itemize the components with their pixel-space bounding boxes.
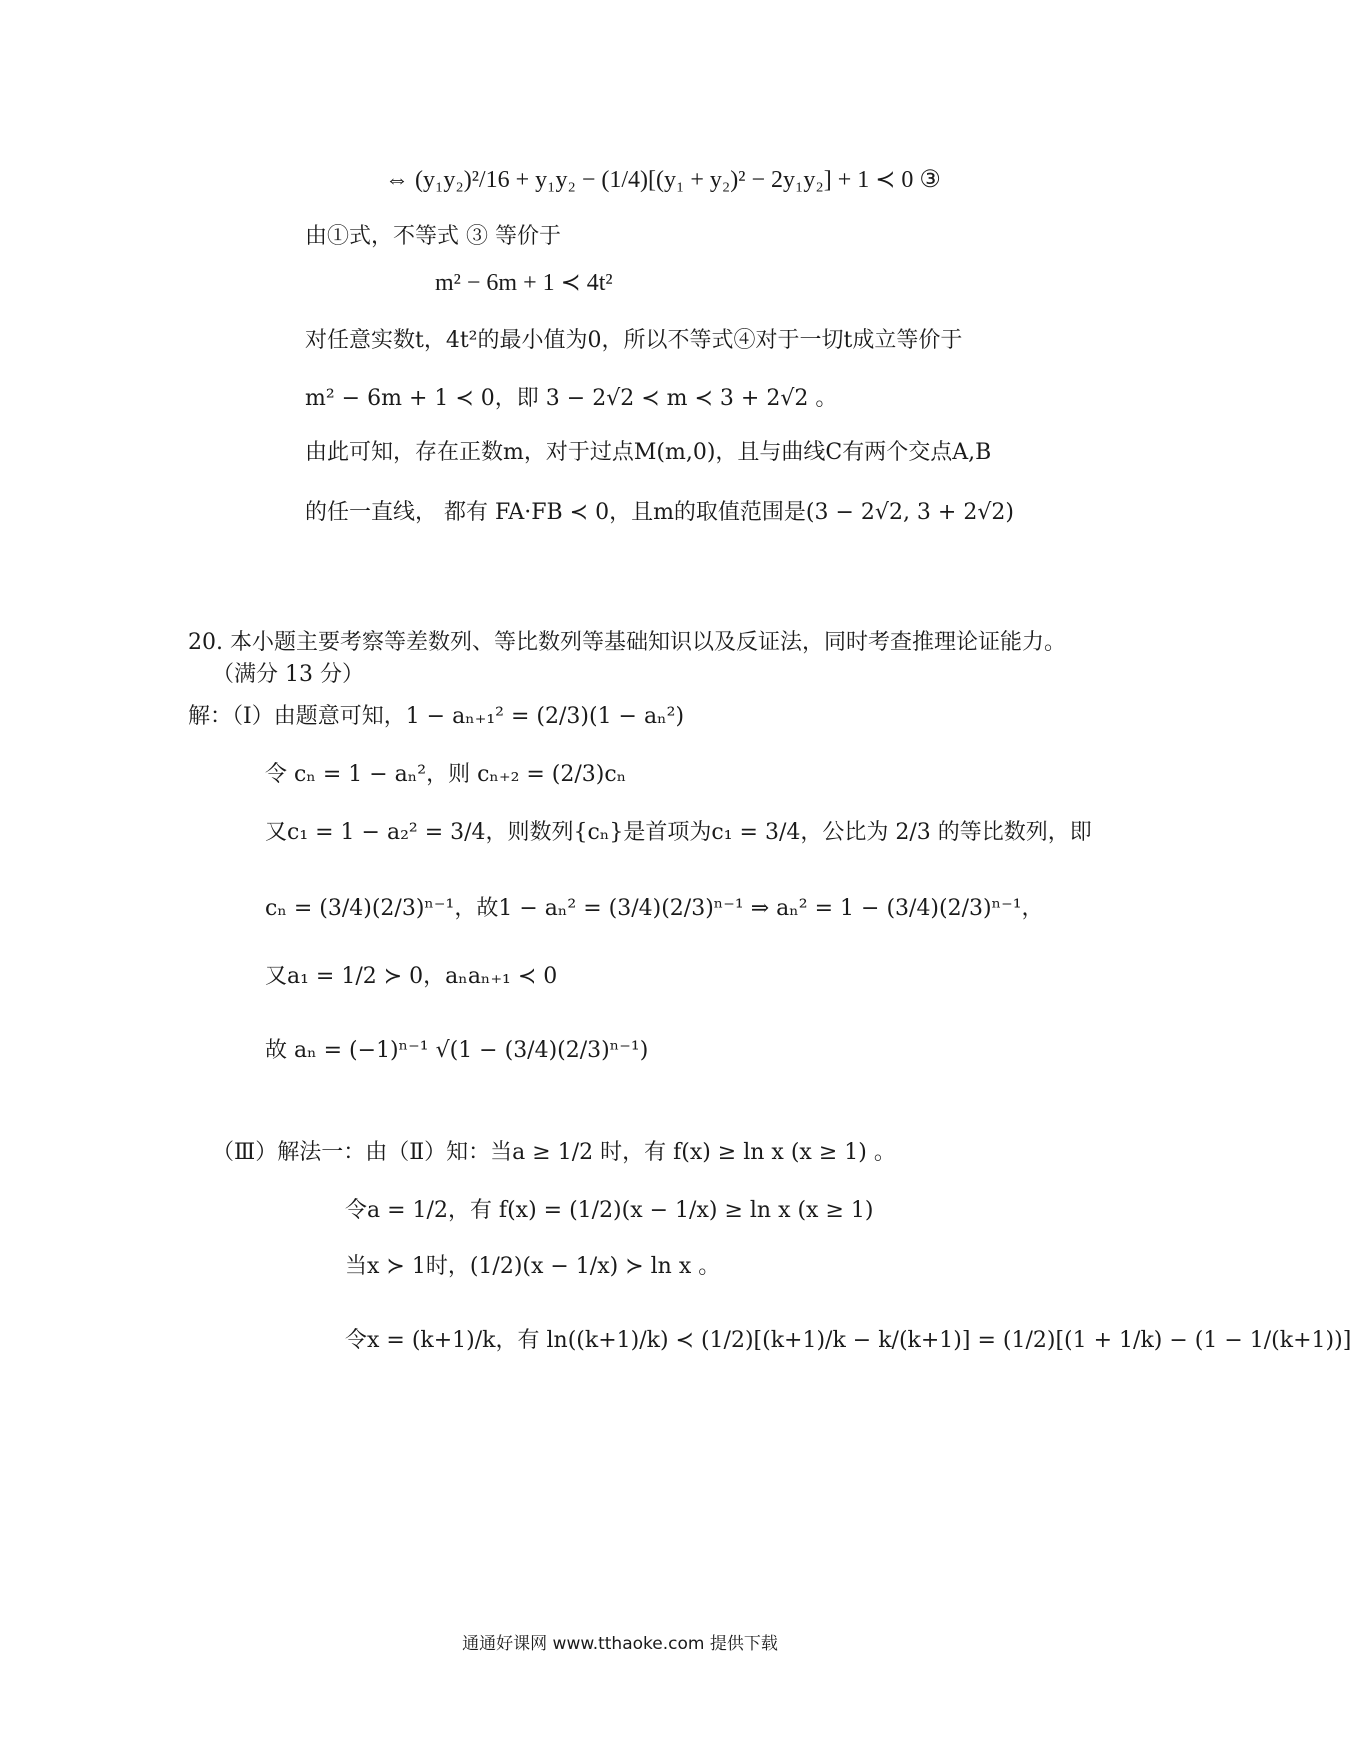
text-line: cₙ = (3/4)(2/3)ⁿ⁻¹，故1 − aₙ² = (3/4)(2/3)ⁿ⁻¹ ⇒ aₙ² = 1 − (3/4)(2/3)ⁿ⁻¹， [265, 896, 1044, 921]
text-line: 令a = 1/2，有 f(x) = (1/2)(x − 1/x) ≥ ln x (x ≥ 1) [345, 1198, 874, 1223]
text-line: 对任意实数t，4t²的最小值为0，所以不等式④对于一切t成立等价于 [305, 328, 963, 353]
equation-3: ⇔ (y₁y₂)²/16 + y₁y₂ − (1/4)[(y₁ + y₂)² − 2y₁y₂] + 1 ≺ 0 ③ [385, 167, 941, 193]
text-line: 令x = (k+1)/k，有 ln((k+1)/k) ≺ (1/2)[(k+1)/k − k/(k+1)] = (1/2)[(1 + 1/k) − (1 − 1/(k+1))] [345, 1328, 1351, 1353]
solution-part-1: 解：（Ⅰ）由题意可知，1 − aₙ₊₁² = (2/3)(1 − aₙ²) [188, 704, 685, 729]
text-line: 由此可知，存在正数m，对于过点M(m,0)，且与曲线C有两个交点A,B [305, 440, 992, 465]
page-footer: 通通好课网 www.tthaoke.com 提供下载 [462, 1634, 778, 1654]
text-line: 又c₁ = 1 − a₂² = 3/4，则数列{cₙ}是首项为c₁ = 3/4，公比为 2/3 的等比数列，即 [265, 820, 1092, 845]
text-line: 令 cₙ = 1 − aₙ²，则 cₙ₊₂ = (2/3)cₙ [265, 762, 627, 787]
solution-part-3: （Ⅲ）解法一：由（Ⅱ）知：当a ≥ 1/2 时，有 f(x) ≥ ln x (x ≥ 1) 。 [212, 1140, 896, 1165]
text-line: 故 aₙ = (−1)ⁿ⁻¹ √(1 − (3/4)(2/3)ⁿ⁻¹) [265, 1038, 649, 1063]
text-line: 当x ≻ 1时，(1/2)(x − 1/x) ≻ ln x 。 [345, 1254, 721, 1279]
text-line: 由①式，不等式 ③ 等价于 [305, 224, 561, 249]
equation-inequality: m² − 6m + 1 ≺ 4t² [435, 270, 613, 296]
problem-20-heading: 20. 本小题主要考察等差数列、等比数列等基础知识以及反证法，同时考查推理论证能力。 [188, 630, 1066, 655]
text-line: 的任一直线， 都有 FA·FB ≺ 0，且m的取值范围是(3 − 2√2, 3 + 2√2) [305, 500, 1014, 525]
problem-20-score: （满分 13 分） [212, 662, 364, 687]
text-line: m² − 6m + 1 ≺ 0，即 3 − 2√2 ≺ m ≺ 3 + 2√2 。 [305, 386, 838, 411]
text-line: 又a₁ = 1/2 ≻ 0，aₙaₙ₊₁ ≺ 0 [265, 964, 558, 989]
